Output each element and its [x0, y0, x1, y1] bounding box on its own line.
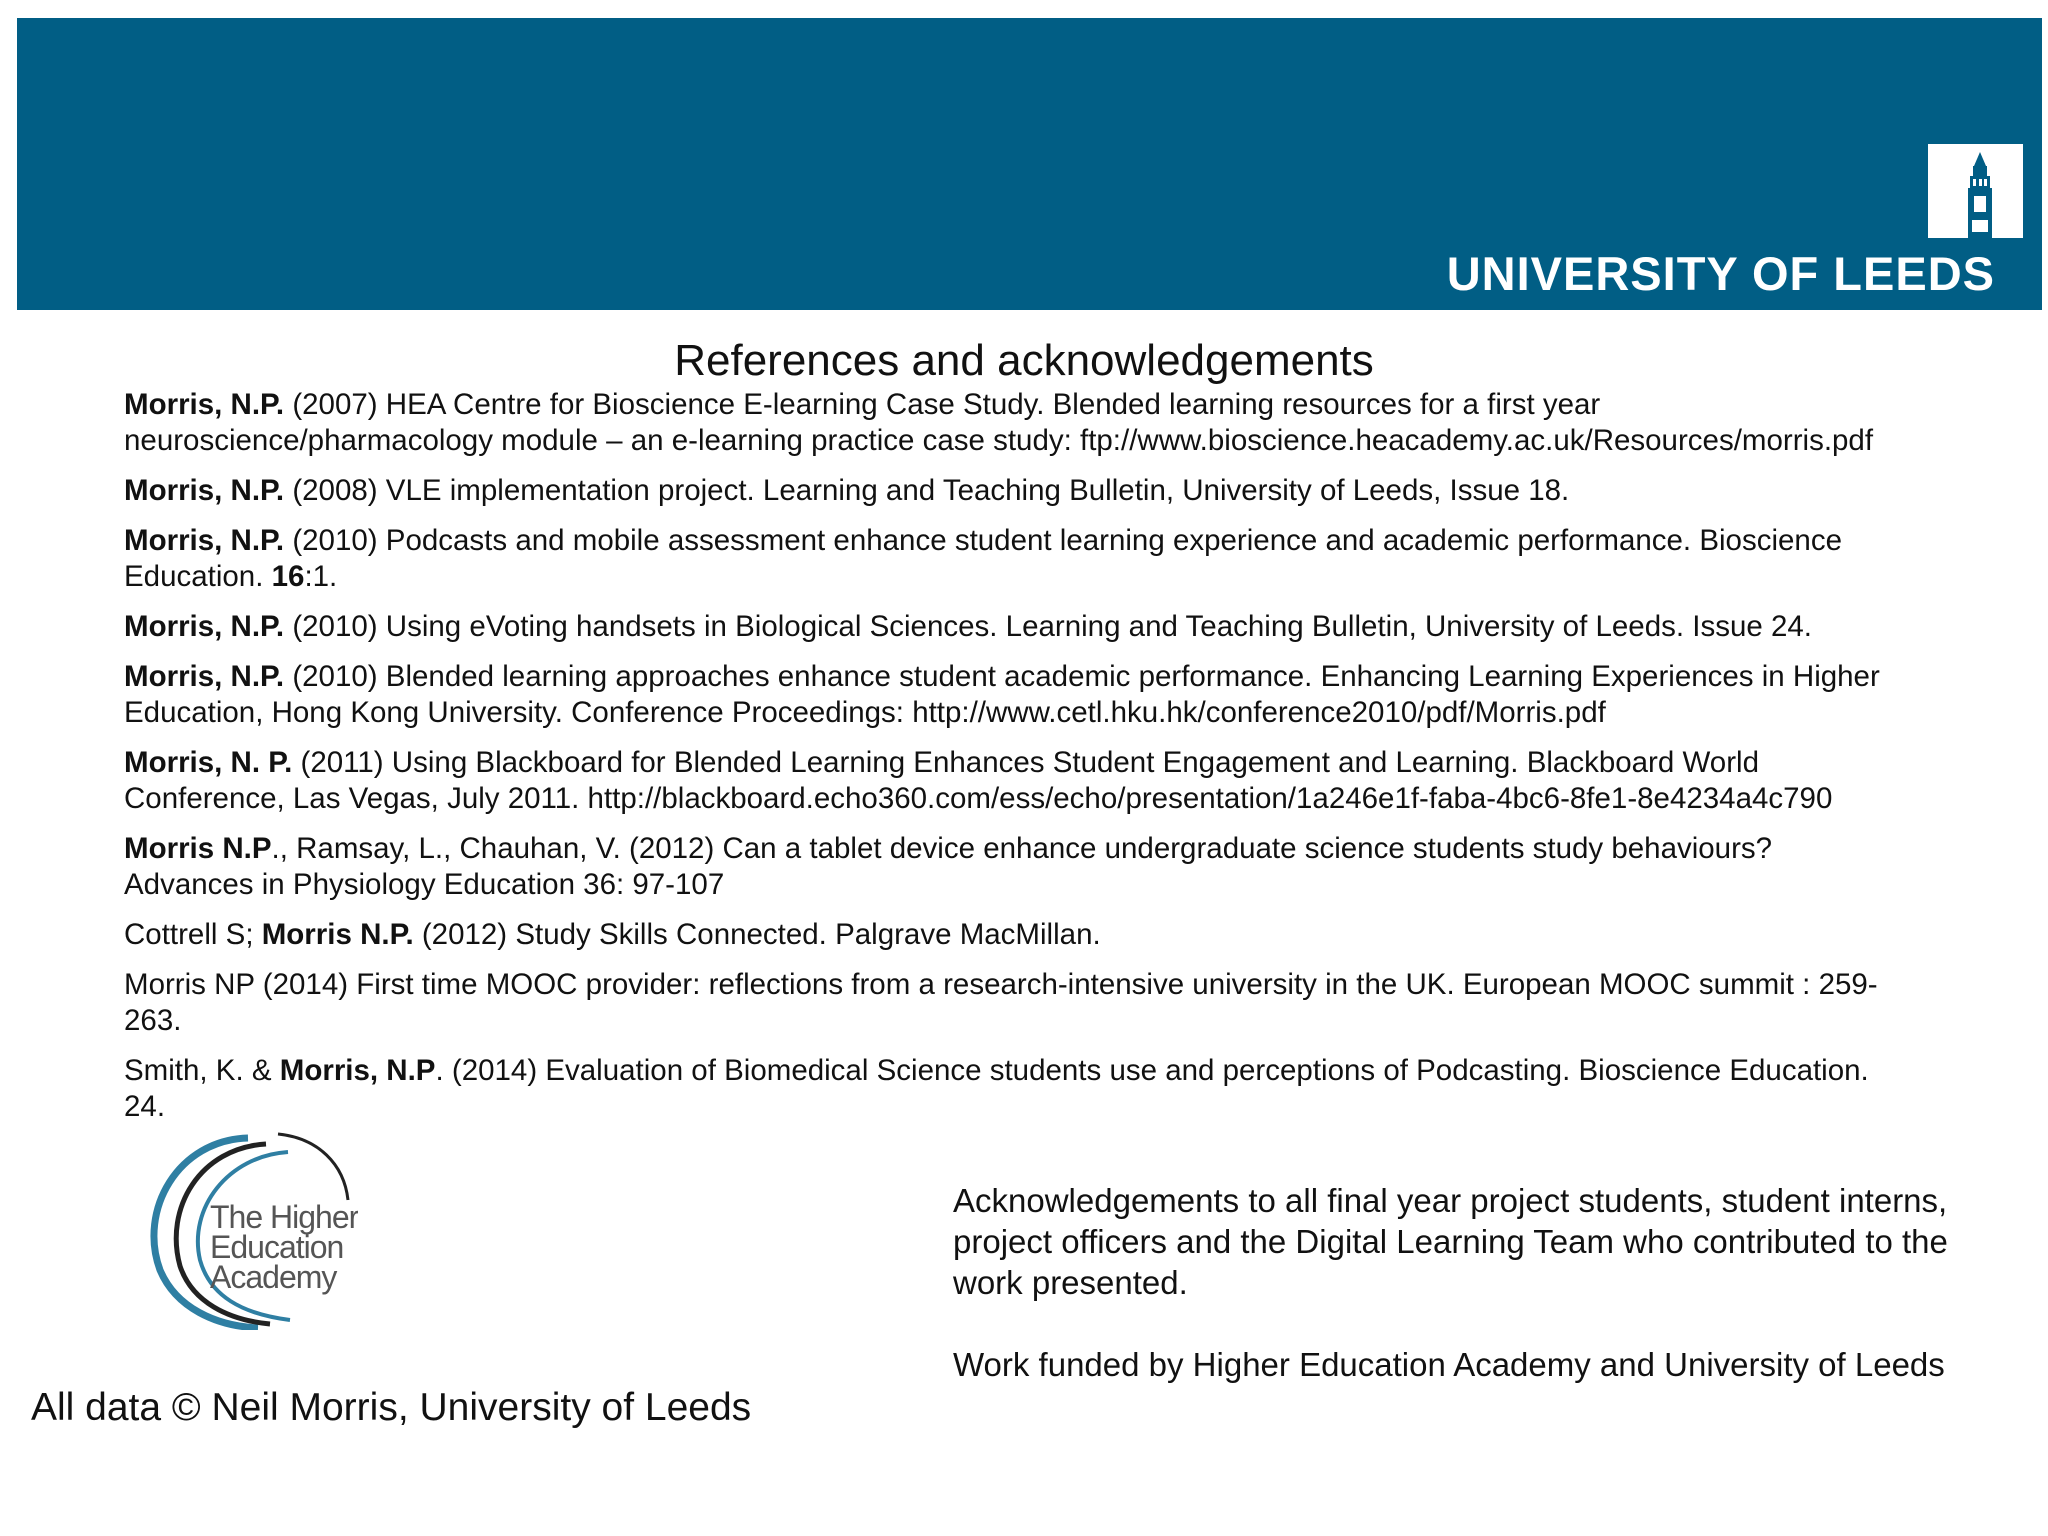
- reference-text: (2011) Using Blackboard for Blended Learning Enhances Student Engagement and Learning. Blackboard World: [292, 746, 1759, 779]
- reference-author: Morris, N. P.: [124, 746, 293, 779]
- reference-author: 16: [271, 560, 305, 593]
- reference-author: Morris, N.P.: [124, 524, 285, 557]
- reference-text: 263.: [124, 1004, 182, 1037]
- reference-line: [124, 559, 2024, 595]
- reference-text: (2010) Podcasts and mobile assessment enhance student learning experience and academic performance. Bioscience: [284, 524, 1842, 557]
- acknowledgements: [953, 1180, 2033, 1385]
- reference-item: [124, 387, 2024, 459]
- higher-education-academy-logo: [138, 1130, 358, 1330]
- reference-text: Cottrell S;: [124, 918, 262, 951]
- reference-author: Morris, N.P: [279, 1054, 436, 1087]
- reference-line: [124, 917, 2024, 953]
- funding-statement: Work funded by Higher Education Academy and University of Leeds: [953, 1346, 1945, 1383]
- reference-line: [124, 781, 2024, 817]
- reference-list: [124, 387, 2024, 1139]
- reference-text: Conference, Las Vegas, July 2011. http://blackboard.echo360.com/ess/echo/presentation/1a246e1f-faba-4bc6-8fe1-8e4234a4c790: [124, 782, 1833, 815]
- reference-line: [124, 387, 2024, 423]
- reference-line: [124, 831, 2024, 867]
- reference-line: [124, 473, 2024, 509]
- reference-item: [124, 967, 2024, 1039]
- reference-line: [124, 695, 2024, 731]
- reference-item: [124, 609, 2024, 645]
- logo-line-2: Education: [210, 1229, 344, 1265]
- ack-line: Acknowledgements to all final year project students, student interns,: [953, 1182, 1948, 1219]
- header-banner: [17, 18, 2042, 310]
- reference-text: (2008) VLE implementation project. Learning and Teaching Bulletin, University of Leeds, Issue 18.: [284, 474, 1570, 507]
- reference-text: :1.: [304, 560, 338, 593]
- logo-line-1: The Higher: [210, 1199, 358, 1235]
- reference-item: [124, 917, 2024, 953]
- reference-line: [124, 523, 2024, 559]
- reference-text: ., Ramsay, L., Chauhan, V. (2012) Can a tablet device enhance undergraduate science students study behaviours?: [271, 832, 1773, 865]
- university-crest-icon: [1928, 144, 2023, 238]
- reference-line: [124, 659, 2024, 695]
- reference-item: [124, 1053, 2024, 1125]
- reference-text: (2012) Study Skills Connected. Palgrave MacMillan.: [413, 918, 1101, 951]
- reference-author: Morris, N.P.: [124, 388, 285, 421]
- reference-text: neuroscience/pharmacology module – an e-learning practice case study: ftp://www.bioscience.heacademy.ac.uk/Resources/morris.pdf: [124, 424, 1874, 457]
- ack-line: project officers and the Digital Learning Team who contributed to the: [953, 1223, 1948, 1260]
- reference-text: . (2014) Evaluation of Biomedical Science students use and perceptions of Podcasting. Bioscience Education.: [435, 1054, 1869, 1087]
- reference-text: (2010) Using eVoting handsets in Biological Sciences. Learning and Teaching Bulletin, University of Leeds. Issue 24.: [284, 610, 1812, 643]
- reference-author: Morris N.P.: [261, 918, 414, 951]
- reference-item: [124, 473, 2024, 509]
- reference-line: [124, 423, 2024, 459]
- reference-line: [124, 867, 2024, 903]
- reference-item: [124, 831, 2024, 903]
- reference-author: Morris N.P: [124, 832, 272, 865]
- reference-author: Morris, N.P.: [124, 660, 285, 693]
- reference-line: [124, 745, 2024, 781]
- copyright-notice: All data © Neil Morris, University of Leeds: [31, 1386, 752, 1429]
- reference-text: Education.: [124, 560, 272, 593]
- reference-text: (2007) HEA Centre for Bioscience E-learning Case Study. Blended learning resources for a first year: [284, 388, 1601, 421]
- reference-line: [124, 1003, 2024, 1039]
- reference-text: 24.: [124, 1090, 166, 1123]
- university-name: UNIVERSITY OF LEEDS: [1446, 247, 1995, 300]
- reference-text: Advances in Physiology Education 36: 97-107: [124, 868, 725, 901]
- reference-line: [124, 1053, 2024, 1089]
- reference-text: (2010) Blended learning approaches enhance student academic performance. Enhancing Learning Experiences in Higher: [284, 660, 1880, 693]
- reference-item: [124, 659, 2024, 731]
- reference-author: Morris, N.P.: [124, 474, 285, 507]
- ack-line: work presented.: [953, 1264, 1188, 1301]
- logo-line-3: Academy: [210, 1259, 337, 1295]
- reference-item: [124, 745, 2024, 817]
- reference-text: Smith, K. &: [124, 1054, 280, 1087]
- reference-line: [124, 609, 2024, 645]
- reference-line: [124, 967, 2024, 1003]
- page-title: References and acknowledgements: [674, 336, 1374, 385]
- reference-text: Education, Hong Kong University. Conference Proceedings: http://www.cetl.hku.hk/conference2010/pdf/Morris.pdf: [124, 696, 1606, 729]
- reference-line: [124, 1089, 2024, 1125]
- reference-item: [124, 523, 2024, 595]
- reference-author: Morris, N.P.: [124, 610, 285, 643]
- reference-text: Morris NP (2014) First time MOOC provider: reflections from a research-intensive university in the UK. European MOOC summit : 259-: [124, 968, 1878, 1001]
